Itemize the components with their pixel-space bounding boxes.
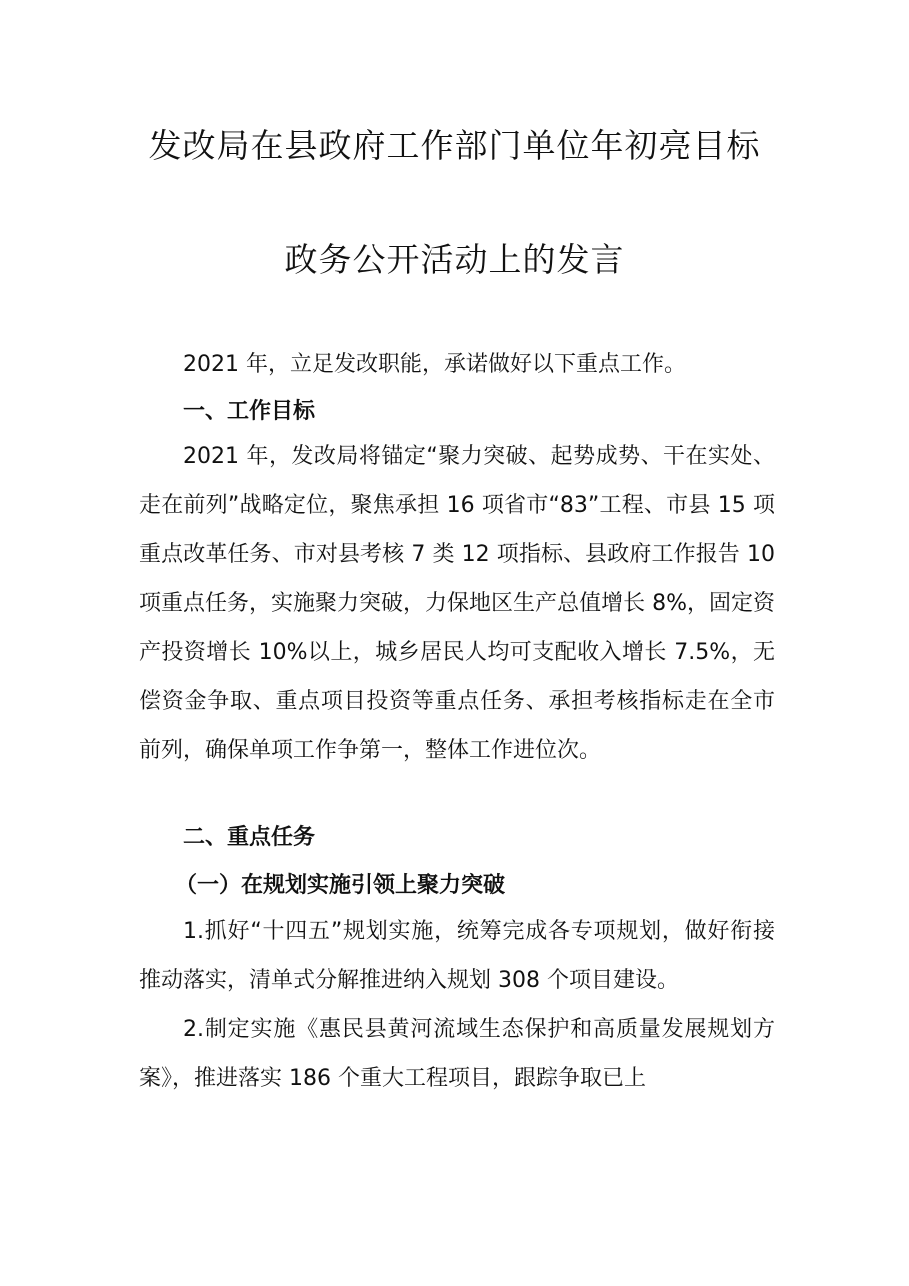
task-item-1: [139, 907, 775, 1005]
task-item-1-text: 1.抓好“十四五”规划实施，统筹完成各专项规划，做好衔接推动落实，清单式分解推进纳入规划 308 个项目建设。: [139, 919, 775, 993]
intro-text: 2021 年，立足发改职能，承诺做好以下重点工作。: [183, 352, 686, 377]
intro-paragraph: [139, 340, 775, 389]
task-item-2-text: 2.制定实施《惠民县黄河流域生态保护和高质量发展规划方案》，推进落实 186 个重大工程项目，跟踪争取已上: [139, 1017, 775, 1091]
section-1-paragraph: [139, 432, 775, 775]
section-2-heading: 二、重点任务: [183, 825, 316, 850]
section-1-heading: 一、工作目标: [183, 399, 316, 424]
section-1-text: 2021 年，发改局将锚定“聚力突破、起势成势、干在实处、走在前列”战略定位，聚焦承担 16 项省市“83”工程、市县 15 项重点改革任务、市对县考核 7 类 12 项指标、县政府工作报告 10 项重点任务，实施聚力突破，力保地区生产总值增长 8%，固定资产投资增长 10%以上，城乡居民人均可支配收入增长 7.5%，无偿资金争取、重点项目投资等重点任务、承担考核指标走在全市前列，确保单项工作争第一，整体工作进位次。: [139, 444, 775, 763]
document-title-line-1: 发改局在县政府工作部门单位年初亮目标: [148, 126, 761, 165]
task-item-2: [139, 1005, 775, 1103]
section-2-sub-heading: （一）在规划实施引领上聚力突破: [175, 873, 506, 898]
document-title-line-2: 政务公开活动上的发言: [284, 240, 625, 279]
